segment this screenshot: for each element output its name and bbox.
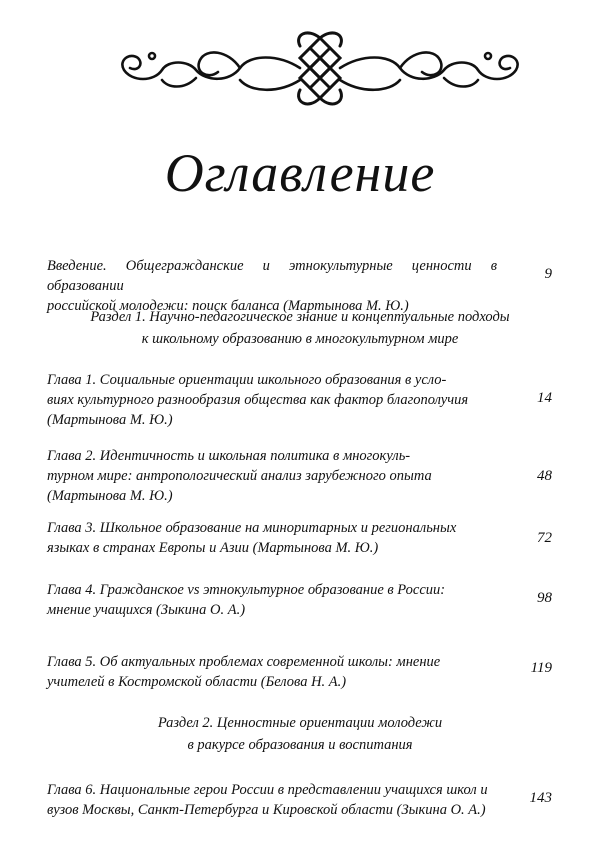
page-title: Оглавление — [164, 143, 436, 203]
page-number: 119 — [530, 660, 552, 676]
section-heading-text: Раздел 1. Научно-педагогическое знание и концептуальные подходы — [90, 309, 510, 325]
toc-entry-text: Глава 5. Об актуальных проблемах современной школы: мнение — [47, 654, 441, 670]
toc-entry-text: турном мире: антропологический анализ зарубежного опыта — [47, 468, 432, 484]
toc-entry-text: языках в странах Европы и Азии (Мартынова М. Ю.) — [47, 540, 379, 556]
page-number: 14 — [537, 390, 552, 406]
toc-entry-chapter-5[interactable] — [47, 652, 497, 692]
page-number: 143 — [529, 790, 552, 806]
toc-entry-text: учителей в Костромской области (Белова Н. А.) — [47, 674, 347, 690]
page-number: 48 — [537, 468, 552, 484]
ornament-right-flourish — [340, 52, 518, 89]
ornament-left-flourish — [122, 52, 300, 89]
page-number: 72 — [537, 530, 552, 546]
section-heading-2 — [60, 712, 540, 756]
toc-entry-chapter-3[interactable] — [47, 518, 497, 558]
decorative-ornament — [100, 20, 540, 130]
toc-entry-text: вузов Москвы, Санкт-Петербурга и Кировской области (Зыкина О. А.) — [47, 802, 486, 818]
toc-entry-text: российской молодежи: поиск баланса (Мартынова М. Ю.) — [47, 298, 409, 314]
section-heading-text: Раздел 2. Ценностные ориентации молодежи — [157, 715, 443, 731]
toc-entry-text: Глава 4. Гражданское vs этнокультурное образование в России: — [47, 582, 446, 598]
toc-entry-text: мнение учащихся (Зыкина О. А.) — [47, 602, 246, 618]
toc-entry-text: Глава 3. Школьное образование на миноритарных и региональных — [47, 520, 457, 536]
page-number: 98 — [537, 590, 552, 606]
toc-entry-chapter-6[interactable] — [47, 780, 497, 820]
toc-entry-text: Глава 2. Идентичность и школьная политика в многокуль- — [47, 448, 411, 464]
section-heading-1 — [60, 306, 540, 350]
section-heading-text: к школьному образованию в многокультурном мире — [141, 331, 459, 347]
toc-entry-text: виях культурного разнообразия общества как фактор благополучия — [47, 392, 469, 408]
toc-entry-text: (Мартынова М. Ю.) — [47, 488, 173, 504]
toc-entry-text: Введение. Общегражданские и этнокультурные ценности в образовании — [47, 258, 497, 294]
toc-entry-chapter-2[interactable] — [47, 446, 497, 506]
toc-entry-chapter-1[interactable] — [47, 370, 497, 430]
ornament-knot — [299, 33, 342, 104]
toc-entry-text: (Мартынова М. Ю.) — [47, 412, 173, 428]
page-number: 9 — [544, 266, 552, 282]
toc-entry-chapter-4[interactable] — [47, 580, 497, 620]
toc-entry-text: Глава 6. Национальные герои России в представлении учащихся школ и — [47, 782, 488, 798]
section-heading-text: в ракурсе образования и воспитания — [187, 737, 413, 753]
toc-entry-text: Глава 1. Социальные ориентации школьного образования в усло- — [47, 372, 447, 388]
